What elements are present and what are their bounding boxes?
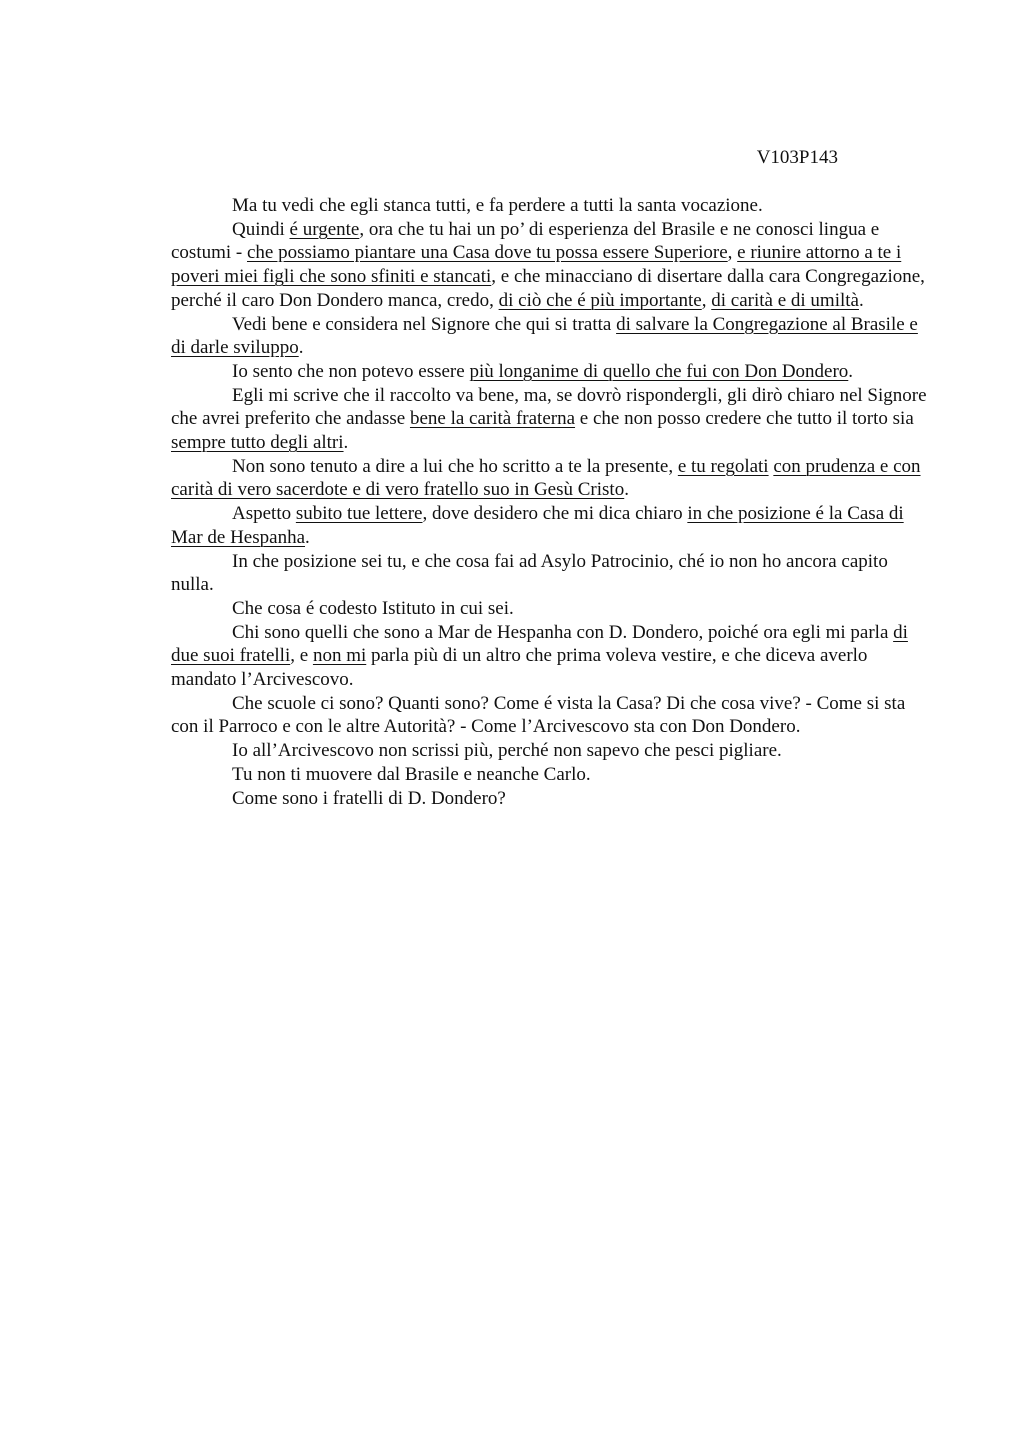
- paragraph: [171, 218, 927, 313]
- text-run: Ma tu vedi che egli stanca tutti, e fa perdere a tutti la santa vocazione.: [232, 195, 763, 216]
- text-run: Aspetto: [232, 503, 296, 525]
- text-run: Egli mi scrive che il raccolto va bene, ma, se dovrò rispondergli, gli dirò chiaro nel Signore che avrei preferito che andasse: [171, 384, 927, 430]
- underlined-text: di carità e di umiltà: [711, 289, 859, 311]
- text-run: Non sono tenuto a dire a lui che ho scritto a te la presente,: [232, 455, 678, 477]
- underlined-text: in che posizione é la Casa di Mar de Hespanha: [171, 503, 904, 548]
- text-run: .: [298, 337, 304, 359]
- paragraph: [171, 597, 927, 621]
- underlined-text: non mi: [312, 645, 367, 667]
- text-run: Io all’Arcivescovo non scrissi più, perché non sapevo che pesci pigliare.: [232, 740, 782, 762]
- underlined-text: di due suoi fratelli: [171, 621, 908, 667]
- text-run: ,: [701, 289, 712, 311]
- paragraph: [171, 455, 927, 502]
- page-reference: V103P143: [756, 147, 838, 168]
- paragraph: [171, 384, 927, 455]
- paragraph: [171, 763, 927, 787]
- paragraph: [171, 502, 927, 549]
- underlined-text: con prudenza e con carità di vero sacerdote e di vero fratello suo in Gesù Cristo: [171, 455, 921, 501]
- underlined-text: é urgente: [289, 218, 360, 240]
- paragraph: [171, 313, 927, 360]
- underlined-text: più longanime di quello che fui con Don Dondero: [469, 360, 849, 382]
- text-run: , dove desidero che mi dica chiaro: [422, 503, 688, 525]
- text-run: parla più di un altro che prima voleva vestire, e che diceva averlo mandato l’Arcivescovo.: [171, 645, 868, 691]
- text-run: Tu non ti muovere dal Brasile e neanche Carlo.: [232, 763, 591, 785]
- paragraph: [171, 787, 927, 811]
- letter-body: [171, 194, 927, 810]
- underlined-text: di salvare la Congregazione al Brasile e di darle sviluppo: [171, 313, 918, 359]
- paragraph: [171, 360, 927, 384]
- text-run: Come sono i fratelli di D. Dondero?: [232, 787, 506, 809]
- text-run: Quindi: [232, 218, 290, 240]
- underlined-text: che possiamo piantare una Casa dove tu possa essere Superiore: [247, 242, 728, 264]
- underlined-text: e tu regolati: [677, 455, 769, 477]
- text-run: Io sento che non potevo essere: [232, 360, 470, 382]
- underlined-text: subito tue lettere: [295, 503, 423, 525]
- text-run: , e che minacciano di disertare dalla cara Congregazione, perché il caro Don Dondero manca, credo,: [171, 266, 925, 311]
- paragraph: [171, 194, 927, 218]
- underlined-text: bene la carità fraterna: [409, 408, 576, 430]
- paragraph: [171, 692, 927, 739]
- paragraph: [171, 621, 927, 692]
- text-run: Vedi bene e considera nel Signore che qui si tratta: [232, 313, 617, 335]
- text-run: In che posizione sei tu, e che cosa fai ad Asylo Patrocinio, ché io non ho ancora capito nulla.: [171, 550, 888, 596]
- underlined-text: di ciò che é più importante: [498, 289, 702, 311]
- text-run: , ora che tu hai un po’ di esperienza del Brasile e ne conosci lingua e costumi -: [171, 218, 880, 264]
- text-run: Che cosa é codesto Istituto in cui sei.: [232, 597, 514, 619]
- text-run: .: [624, 479, 629, 501]
- text-run: .: [305, 526, 310, 548]
- underlined-text: e riunire attorno a te i poveri miei figli che sono sfiniti e stancati: [171, 242, 902, 288]
- text-run: Chi sono quelli che sono a Mar de Hespanha con D. Dondero, poiché ora egli mi parla: [232, 621, 894, 643]
- paragraph: [171, 739, 927, 763]
- text-run: .: [858, 289, 864, 311]
- text-run: ,: [727, 242, 738, 264]
- underlined-text: sempre tutto degli altri: [171, 432, 344, 454]
- text-run: .: [848, 360, 854, 382]
- paragraph: [171, 550, 927, 597]
- text-run: e che non posso credere che tutto il torto sia: [575, 408, 914, 430]
- text-run: , e: [290, 645, 313, 667]
- text-run: .: [343, 432, 349, 454]
- text-run: Che scuole ci sono? Quanti sono? Come é vista la Casa? Di che cosa vive? - Come si sta con il Parroco e con le altre Autorità? - Come l’Arcivescovo sta con Don Dondero.: [171, 692, 906, 738]
